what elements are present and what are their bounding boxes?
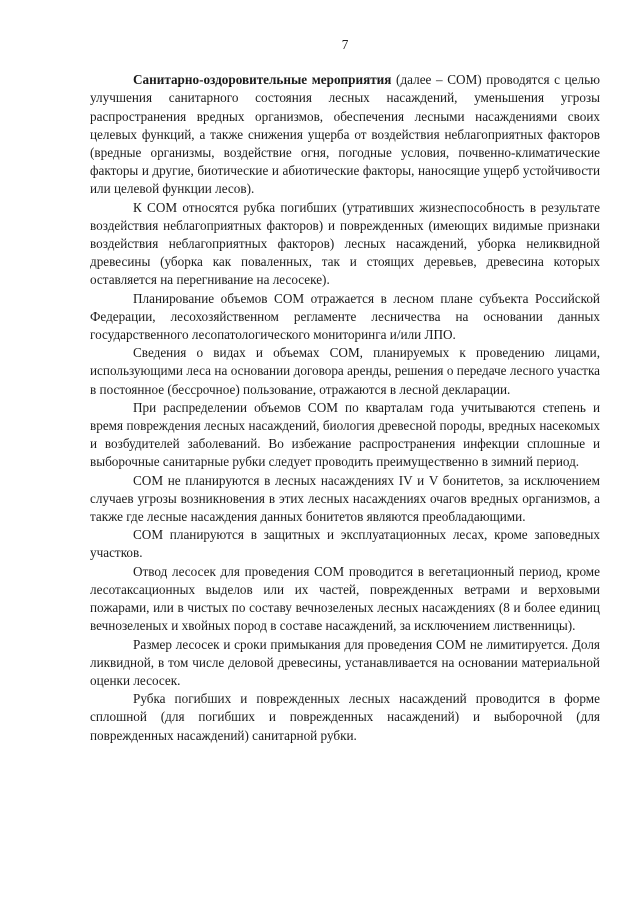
paragraph-planning: Планирование объемов СОМ отражается в лесном плане субъекта Российской Федерации, лесохозяйственном регламенте лесничества на основании данных государственного лесопатологического мониторинга и/или ЛПО. <box>90 290 600 343</box>
paragraph-size-limits: Размер лесосек и сроки примыкания для проведения СОМ не лимитируется. Доля ликвидной, в том числе деловой древесины, устанавливается на основании материальной оценки лесосек. <box>90 636 600 688</box>
paragraph-declaration: Сведения о видах и объемах СОМ, планируемых к проведению лицами, использующими леса на основании договора аренды, решения о передаче лесного участка в постоянное (бессрочное) пользование, отражаются в лесной декларации. <box>90 345 600 397</box>
paragraph-felling-forms: Рубка погибших и поврежденных лесных насаждений проводится в форме сплошной (для погибших и поврежденных насаждений) и выборочной (для поврежденных насаждений) санитарной рубки. <box>90 691 600 743</box>
term-bold-lead: Санитарно-оздоровительные мероприятия <box>133 72 392 88</box>
paragraph-quarter-distribution: При распределении объемов СОМ по кварталам года учитываются степень и время повреждения лесных насаждений, биология древесной породы, вредных насекомых и возбудителей заболеваний. Во избежание распространения инфекции сплошные и выборочные санитарные рубки следует проводить преимущественно в зимний период. <box>90 399 600 470</box>
paragraph-protective-forests: СОМ планируются в защитных и эксплуатационных лесах, кроме заповедных участков. <box>90 527 600 561</box>
page-number: 7 <box>341 37 349 52</box>
paragraph-som-types: К СОМ относятся рубка погибших (утративших жизнеспособность в результате воздействия неблагоприятных факторов) и поврежденных (имеющих видимые признаки воздействия неблагоприятных факторов) лесных насаждений, уборка неликвидной древесины (уборка как поваленных, так и стоящих деревьев, древесина которых оставляется на перегнивание на лесосеке). <box>90 199 600 288</box>
paragraph-som-definition <box>90 71 600 198</box>
paragraph-text: (далее – СОМ) проводятся с целью улучшения санитарного состояния лесных насаждений, уменьшения угрозы распространения вредных организмов, обеспечения лесными насаждениями своих целевых функций, а также снижения ущерба от воздействия неблагоприятных факторов (вредные организмы, воздействие огня, погодные условия, почвенно-климатические факторы и другие, биотические и абиотические факторы, наносящие ущерб устойчивости или целевой функции лесов). <box>90 72 600 197</box>
paragraph-bonitet: СОМ не планируются в лесных насаждениях IV и V бонитетов, за исключением случаев угрозы возникновения в этих лесных насаждениях очагов вредных организмов, а также где лесные насаждения данных бонитетов являются преобладающими. <box>90 472 600 525</box>
paragraph-allotment: Отвод лесосек для проведения СОМ проводится в вегетационный период, кроме лесотаксационных выделов или их частей, поврежденных ветрами и верховыми пожарами, или в чистых по составу вечнозеленых лесных насаждениях (8 и более единиц вечнозеленых и хвойных пород в составе насаждений, за исключением лиственницы). <box>90 563 600 634</box>
